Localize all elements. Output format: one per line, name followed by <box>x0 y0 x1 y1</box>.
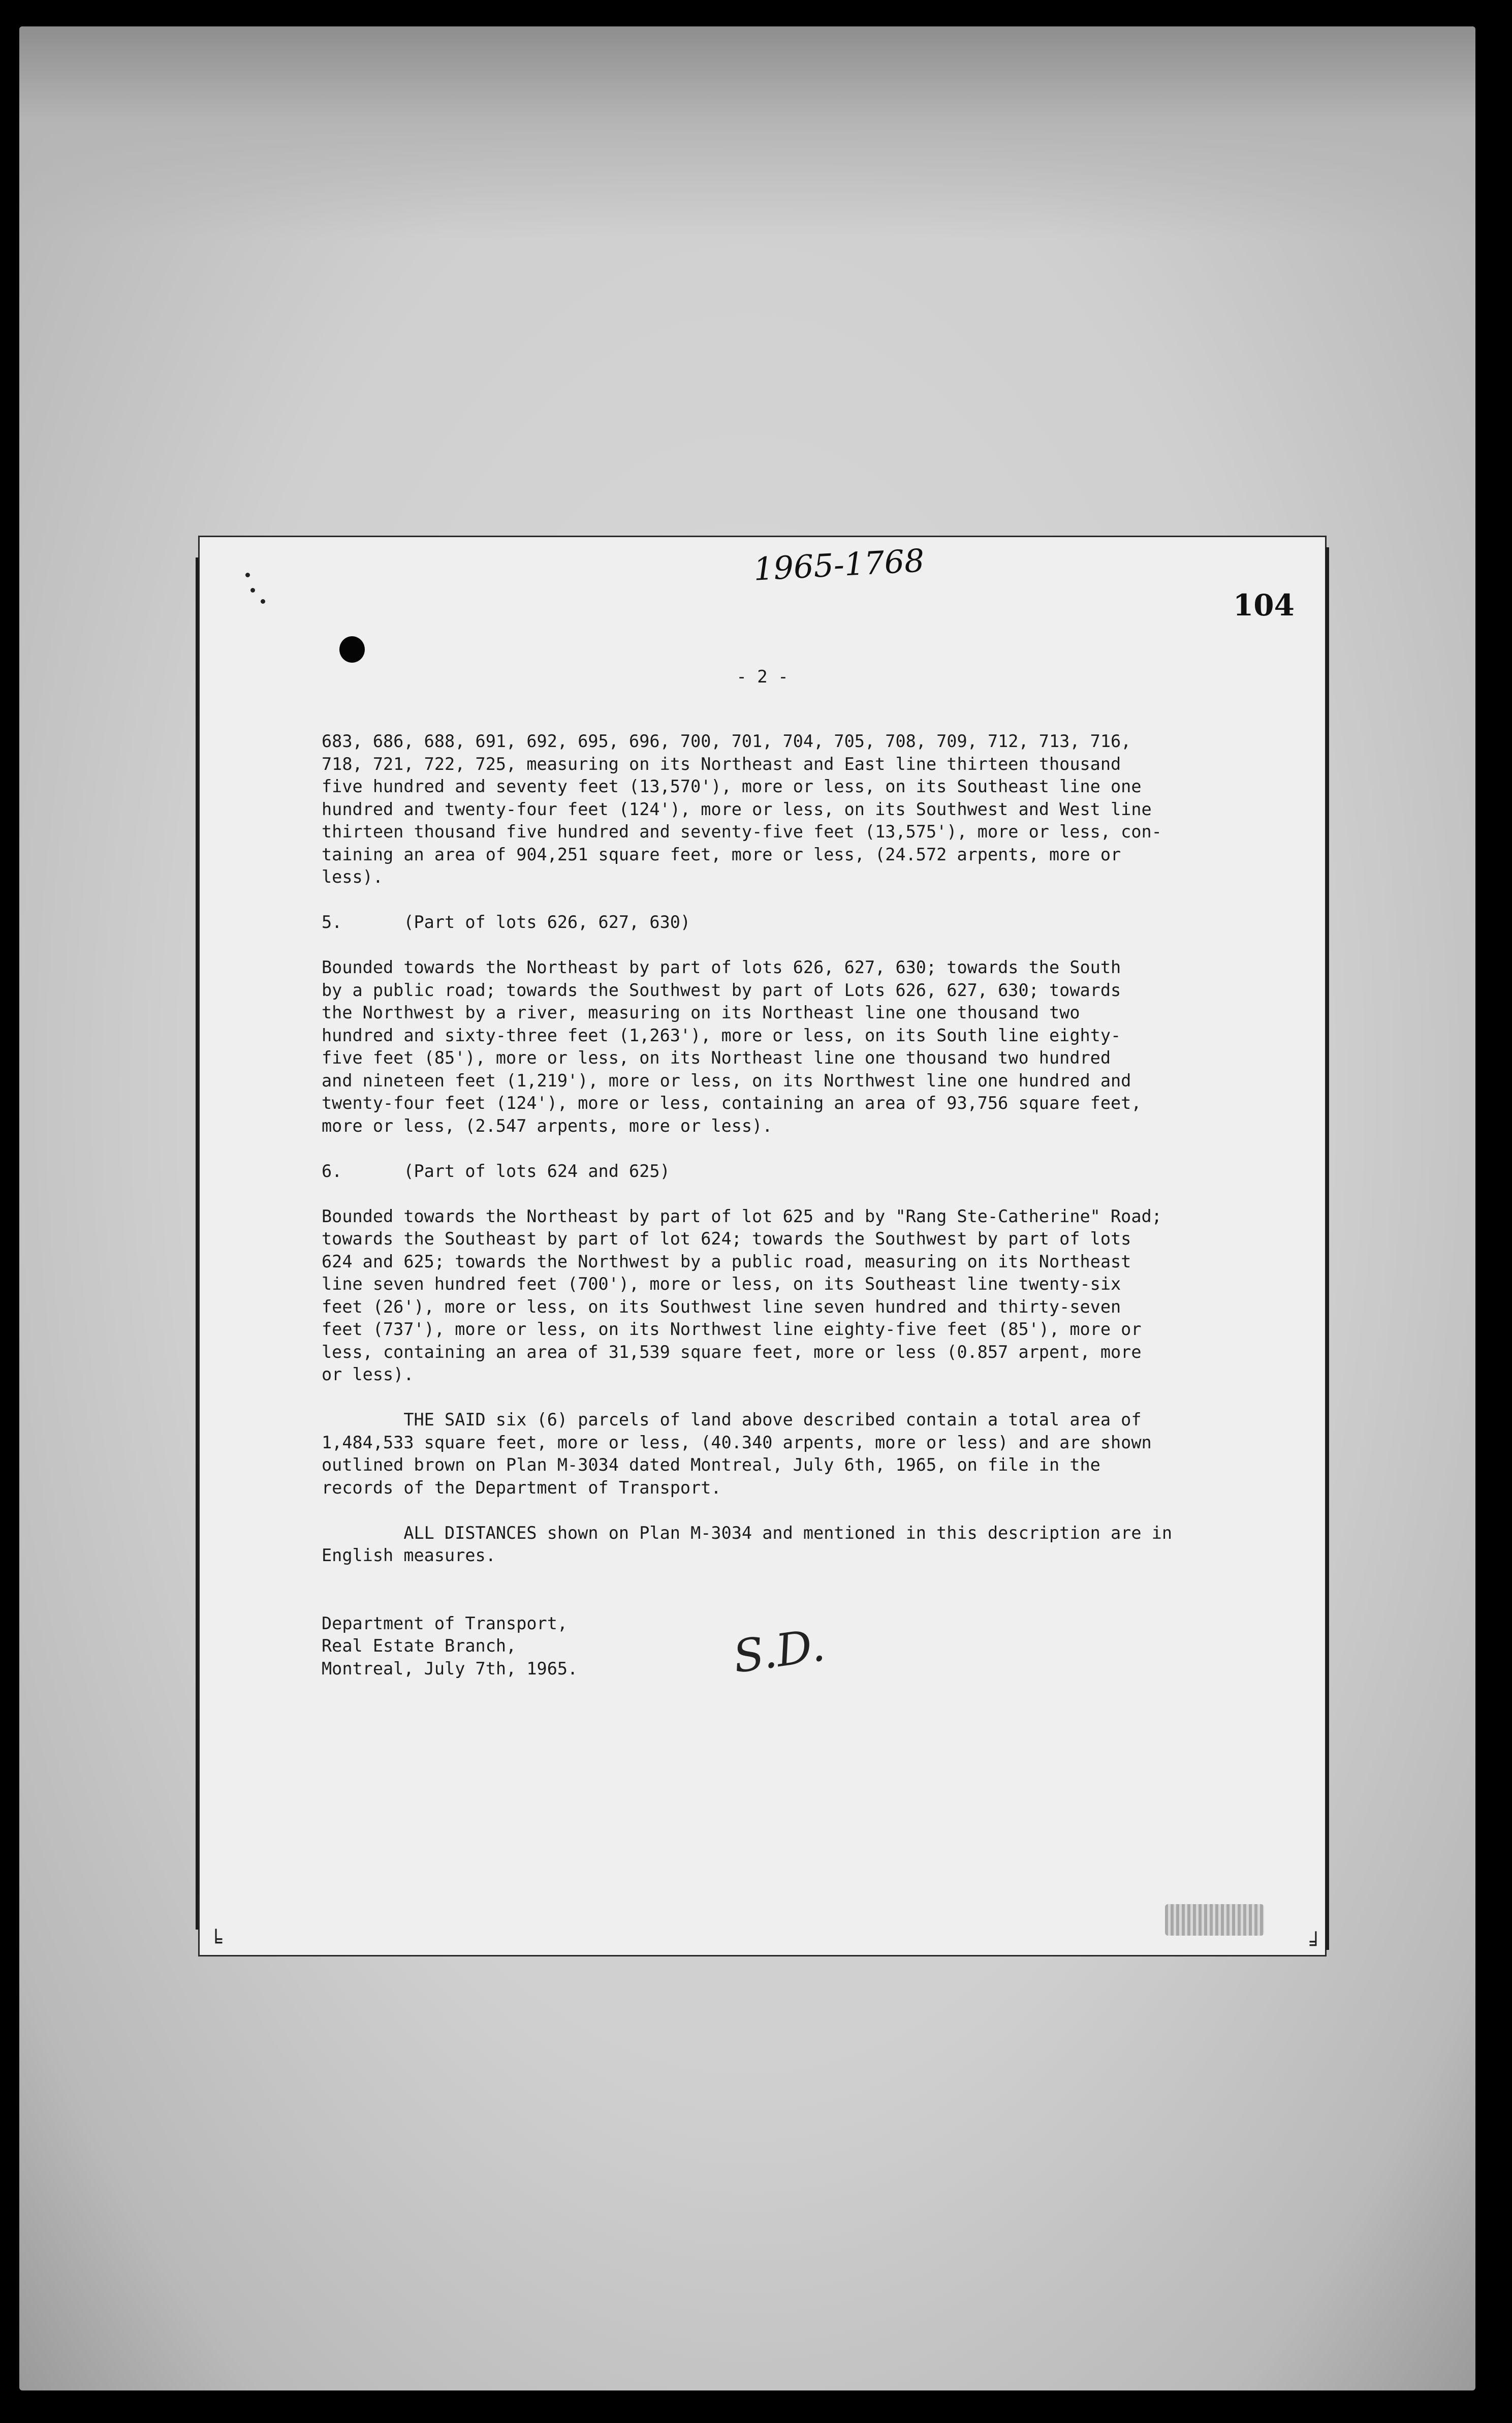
text-line: 6. (Part of lots 624 and 625) <box>322 1161 670 1181</box>
film-shading <box>19 26 1475 240</box>
text-line: five hundred and seventy feet (13,570'), more or less, on its Southeast line one <box>322 776 1142 796</box>
text-line: English measures. <box>322 1545 496 1565</box>
text-line: THE SAID six (6) parcels of land above described contain a total area of <box>322 1410 1142 1430</box>
punch-hole <box>339 636 365 663</box>
text-line: or less). <box>322 1364 414 1384</box>
text-line <box>322 1499 1317 1522</box>
text-line: Bounded towards the Northeast by part of lot 625 and by "Rang Ste-Catherine" Road; <box>322 1206 1162 1226</box>
document-body <box>322 730 1317 1680</box>
text-line <box>322 1183 1317 1205</box>
corner-mark: ╛ <box>1309 1932 1322 1955</box>
handwritten-reference: 1965-1768 <box>752 542 926 588</box>
page-edge-left <box>196 557 199 1930</box>
text-line: 683, 686, 688, 691, 692, 695, 696, 700, 701, 704, 705, 708, 709, 712, 713, 716, <box>322 731 1131 751</box>
page-edge-right <box>1326 547 1329 1950</box>
text-line: Bounded towards the Northeast by part of lots 626, 627, 630; towards the South <box>322 957 1121 977</box>
text-line: and nineteen feet (1,219'), more or less, on its Northwest line one hundred and <box>322 1070 1131 1091</box>
text-line <box>322 934 1317 957</box>
text-line: outlined brown on Plan M-3034 dated Montreal, July 6th, 1965, on file in the <box>322 1455 1100 1475</box>
text-line: 5. (Part of lots 626, 627, 630) <box>322 912 691 932</box>
text-line: taining an area of 904,251 square feet, more or less, (24.572 arpents, more or <box>322 844 1121 864</box>
speck <box>245 573 250 577</box>
text-line: five feet (85'), more or less, on its Northeast line one thousand two hundred <box>322 1048 1111 1068</box>
text-line: less). <box>322 867 384 887</box>
text-line: towards the Southeast by part of lot 624; towards the Southwest by part of lots <box>322 1229 1131 1249</box>
stamp-smudge <box>1165 1904 1264 1936</box>
text-line: more or less, (2.547 arpents, more or less). <box>322 1115 773 1136</box>
text-line <box>322 889 1317 912</box>
text-line: the Northwest by a river, measuring on its Northeast line one thousand two <box>322 1003 1080 1022</box>
initials-signature: S.D. <box>730 1618 828 1684</box>
text-line: hundred and twenty-four feet (124'), more or less, on its Southwest and West line <box>322 799 1152 819</box>
page-label: - 2 - <box>736 667 789 687</box>
text-line: line seven hundred feet (700'), more or less, on its Southeast line twenty-six <box>322 1274 1121 1294</box>
stamped-page-number: 104 <box>1233 588 1295 623</box>
text-line: Montreal, July 7th, 1965. <box>322 1658 578 1679</box>
text-line: hundred and sixty-three feet (1,263'), more or less, on its South line eighty- <box>322 1025 1121 1045</box>
document-page <box>200 537 1325 1955</box>
microfilm-frame <box>19 26 1475 2390</box>
speck <box>250 588 255 593</box>
text-line: Department of Transport, <box>322 1613 568 1633</box>
text-line <box>322 1567 1317 1590</box>
text-line: by a public road; towards the Southwest by part of Lots 626, 627, 630; towards <box>322 980 1121 1000</box>
text-line: records of the Department of Transport. <box>322 1477 721 1498</box>
speck <box>261 599 265 604</box>
text-line: 1,484,533 square feet, more or less, (40.340 arpents, more or less) and are shown <box>322 1432 1152 1452</box>
text-line: feet (26'), more or less, on its Southwest line seven hundred and thirty-seven <box>322 1296 1121 1317</box>
text-line: ALL DISTANCES shown on Plan M-3034 and mentioned in this description are in <box>322 1523 1173 1543</box>
text-line: thirteen thousand five hundred and seventy-five feet (13,575'), more or less, con- <box>322 822 1162 842</box>
text-line: twenty-four feet (124'), more or less, containing an area of 93,756 square feet, <box>322 1093 1142 1113</box>
corner-mark: ╘ <box>210 1930 223 1953</box>
text-line: less, containing an area of 31,539 square feet, more or less (0.857 arpent, more <box>322 1342 1142 1362</box>
text-line <box>322 1590 1317 1612</box>
text-line <box>322 1137 1317 1160</box>
text-line: feet (737'), more or less, on its Northwest line eighty-five feet (85'), more or <box>322 1319 1142 1339</box>
text-line: Real Estate Branch, <box>322 1636 517 1656</box>
text-line <box>322 1386 1317 1409</box>
text-line: 718, 721, 722, 725, measuring on its Northeast and East line thirteen thousand <box>322 754 1121 774</box>
text-line: 624 and 625; towards the Northwest by a public road, measuring on its Northeast <box>322 1251 1131 1271</box>
